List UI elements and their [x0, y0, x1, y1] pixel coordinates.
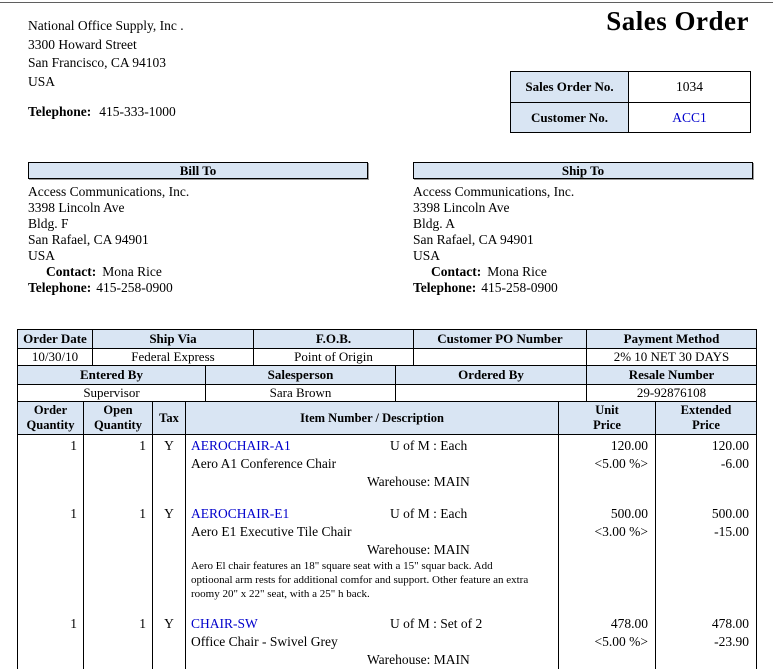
unit-price-header-line-2: Price [593, 418, 621, 432]
unit-of-measure: U of M : Each [390, 438, 468, 453]
order-meta-header-row-1 [18, 330, 756, 349]
item-long-description-line-2: optioonal arm rests for additional comfor and support. Other feature an extra [191, 573, 529, 586]
open-quantity-header-line-1: Open [103, 403, 133, 417]
ship-to-address-line-3: San Rafael, CA 94901 [413, 232, 534, 247]
company-address-line-3: USA [28, 73, 56, 89]
customer-po-number-header: Customer PO Number [414, 330, 587, 348]
open-quantity-cell: 1 [84, 613, 153, 669]
bill-to-name: Access Communications, Inc. [28, 184, 190, 199]
unit-price-header-line-1: Unit [595, 403, 619, 417]
company-address-line-1: 3300 Howard Street [28, 36, 137, 52]
bill-to-address-line-3: San Rafael, CA 94901 [28, 232, 149, 247]
bill-to-telephone-number: 415-258-0900 [96, 280, 173, 295]
order-meta-header-row-2 [18, 366, 756, 385]
payment-method-header: Payment Method [623, 331, 720, 346]
ordered-by-value [396, 385, 587, 401]
bill-to-address [28, 184, 368, 296]
order-date-header: Order Date [18, 330, 93, 348]
order-quantity-header [18, 402, 84, 434]
unit-discount-value: <5.00 %> [594, 456, 648, 471]
item-long-description-line-3: roomy 20" x 22" seat, with a 25" h back. [191, 587, 370, 600]
item-description-text: Aero A1 Conference Chair [191, 456, 337, 471]
tax-header-label: Tax [159, 410, 179, 425]
payment-method-value: 2% 10 NET 30 DAYS [613, 349, 730, 364]
item-number-description-header-label: Item Number / Description [300, 410, 444, 425]
item-description-text: Office Chair - Swivel Grey [191, 634, 338, 649]
customer-po-number-value [414, 349, 587, 365]
customer-no-link[interactable]: ACC1 [672, 109, 707, 125]
bill-to-address-line-2: Bldg. F [28, 216, 69, 231]
unit-price-value: 478.00 [610, 616, 648, 631]
company-name: National Office Supply, Inc . [28, 18, 184, 33]
ship-via-value: Federal Express [93, 349, 254, 365]
extended-price-cell [656, 435, 756, 503]
bill-to-contact-label: Contact: [46, 264, 97, 279]
extended-discount-value: -6.00 [720, 456, 749, 471]
ship-to-contact-label: Contact: [431, 264, 482, 279]
entered-by-header: Entered By [18, 366, 206, 384]
extended-price-value: 120.00 [711, 438, 749, 453]
item-number-description-header [186, 402, 559, 434]
resale-number-header: Resale Number [628, 367, 715, 382]
warehouse-text: Warehouse: MAIN [367, 541, 470, 557]
open-quantity-cell: 1 [84, 435, 153, 503]
item-number-link[interactable]: AEROCHAIR-A1 [191, 438, 291, 453]
ship-to-name: Access Communications, Inc. [413, 184, 575, 199]
item-description-cell [186, 613, 559, 669]
extended-price-header-line-2: Price [692, 418, 720, 432]
item-number-link[interactable]: CHAIR-SW [191, 616, 258, 631]
item-long-description-line-1: Aero El chair features an 18" square seat with a 15" squar back. Add [191, 559, 493, 572]
extended-price-cell [656, 613, 756, 669]
item-long-description [191, 559, 558, 601]
bill-to-header: Bill To [28, 162, 368, 179]
bill-to-contact-name: Mona Rice [102, 264, 162, 279]
extended-price-value: 500.00 [711, 505, 749, 521]
fob-header: F.O.B. [254, 330, 414, 348]
order-details-table [17, 329, 757, 669]
open-quantity-cell: 1 [84, 503, 153, 613]
item-number-link[interactable]: AEROCHAIR-E1 [191, 505, 290, 521]
fob-value: Point of Origin [254, 349, 414, 365]
company-telephone-label: Telephone: [28, 104, 92, 119]
order-quantity-cell: 1 [18, 435, 84, 503]
ship-to-header: Ship To [413, 162, 753, 179]
ship-to-contact-line [413, 264, 753, 280]
line-items-header-row [18, 402, 756, 435]
unit-price-cell [559, 503, 656, 613]
order-quantity-cell: 1 [18, 503, 84, 613]
ordered-by-header: Ordered By [396, 366, 587, 384]
ship-to-address [413, 184, 753, 296]
tax-cell: Y [153, 613, 186, 669]
customer-no-label: Customer No. [511, 103, 629, 132]
item-description-cell [186, 503, 559, 613]
entered-by-value: Supervisor [18, 385, 206, 401]
ship-to-section [413, 162, 753, 296]
company-telephone-line [28, 103, 184, 122]
tax-cell: Y [153, 435, 186, 503]
extended-price-header-line-1: Extended [680, 403, 732, 417]
bill-to-section [28, 162, 368, 296]
order-info-box [510, 71, 751, 133]
unit-discount-value: <5.00 %> [594, 634, 648, 649]
item-number-line [191, 615, 558, 633]
sales-order-no-value: 1034 [676, 79, 703, 94]
extended-price-header [656, 402, 756, 434]
company-telephone-number: 415-333-1000 [99, 104, 176, 119]
bill-to-address-line-4: USA [28, 248, 56, 263]
warehouse-text: Warehouse: MAIN [367, 474, 470, 489]
page-title: Sales Order [606, 6, 749, 36]
sales-order-no-row [511, 72, 750, 102]
warehouse-text: Warehouse: MAIN [367, 652, 470, 667]
unit-of-measure: U of M : Set of 2 [390, 616, 483, 631]
ship-via-header: Ship Via [93, 330, 254, 348]
unit-price-value: 120.00 [610, 438, 648, 453]
line-items-body [18, 435, 756, 669]
unit-of-measure: U of M : Each [390, 505, 468, 521]
extended-discount-value: -15.00 [714, 523, 749, 539]
unit-discount-value: <3.00 %> [594, 523, 648, 539]
open-quantity-header-line-2: Quantity [94, 418, 142, 432]
order-quantity-cell: 1 [18, 613, 84, 669]
unit-price-value: 500.00 [610, 505, 648, 521]
unit-price-header [559, 402, 656, 434]
item-description-text: Aero E1 Executive Tile Chair [191, 523, 352, 539]
extended-discount-value: -23.90 [714, 634, 749, 649]
resale-number-value: 29-92876108 [636, 385, 707, 400]
ship-to-telephone-line [413, 280, 753, 296]
item-row-chair-sw [18, 613, 756, 669]
tax-cell: Y [153, 503, 186, 613]
bill-to-telephone-line [28, 280, 368, 296]
ship-to-contact-name: Mona Rice [487, 264, 547, 279]
order-date-value: 10/30/10 [18, 349, 93, 365]
ship-to-address-line-1: 3398 Lincoln Ave [413, 200, 510, 215]
window-top-border [0, 2, 773, 3]
item-row-aerochair-a1 [18, 435, 756, 503]
extended-price-value: 478.00 [711, 616, 749, 631]
bill-to-contact-line [28, 264, 368, 280]
bill-to-address-line-1: 3398 Lincoln Ave [28, 200, 125, 215]
customer-no-row [511, 102, 750, 132]
open-quantity-header [84, 402, 153, 434]
item-number-line [191, 505, 558, 523]
salesperson-header: Salesperson [206, 366, 396, 384]
bill-to-telephone-label: Telephone: [28, 280, 92, 295]
company-address-line-2: San Francisco, CA 94103 [28, 55, 166, 70]
item-description-cell [186, 435, 559, 503]
ship-to-telephone-label: Telephone: [413, 280, 477, 295]
ship-to-address-line-4: USA [413, 248, 441, 263]
extended-price-cell [656, 503, 756, 613]
order-meta-value-row-1 [18, 349, 756, 366]
salesperson-value: Sara Brown [206, 385, 396, 401]
order-quantity-header-line-1: Order [33, 403, 68, 417]
item-row-aerochair-e1 [18, 503, 756, 613]
tax-header [153, 402, 186, 434]
item-number-line [191, 437, 558, 455]
order-meta-value-row-2 [18, 385, 756, 402]
order-quantity-header-line-2: Quantity [26, 418, 75, 432]
unit-price-cell [559, 435, 656, 503]
company-info-block [28, 17, 184, 122]
sales-order-no-label: Sales Order No. [511, 72, 629, 102]
ship-to-address-line-2: Bldg. A [413, 216, 456, 231]
ship-to-telephone-number: 415-258-0900 [481, 280, 558, 295]
unit-price-cell [559, 613, 656, 669]
